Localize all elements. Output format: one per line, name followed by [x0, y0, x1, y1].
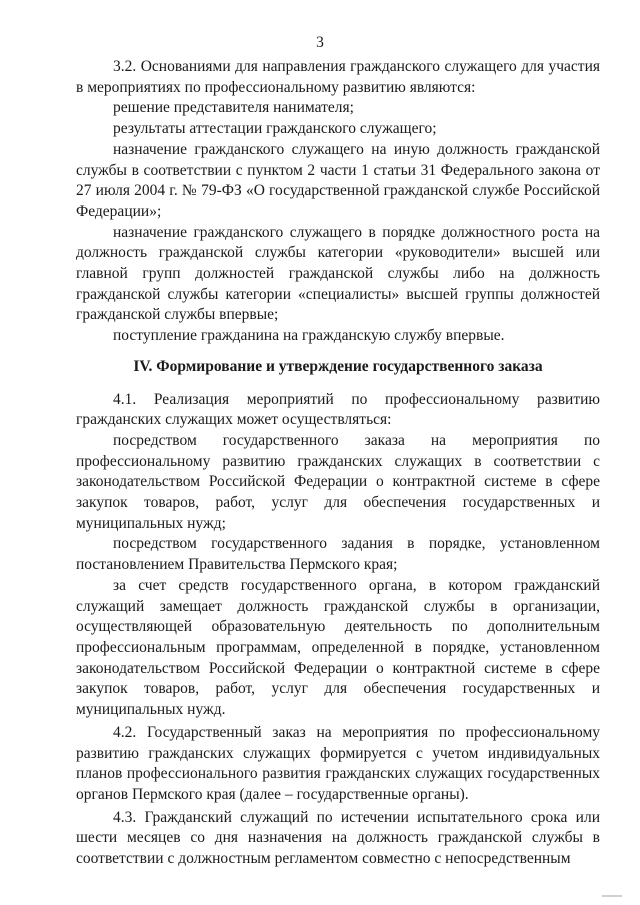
scan-mark: [602, 895, 622, 897]
paragraph-3-2: 3.2. Основаниями для направления гражданского служащего для участия в мероприятиях по профессиональному развитию являются:: [76, 58, 600, 96]
list-item-state-task: посредством государственного задания в порядке, установленном постановлением Правительства Пермского края;: [76, 535, 600, 574]
document-body: [76, 57, 600, 870]
section-heading-iv: IV. Формирование и утверждение государственного заказа: [133, 357, 543, 375]
page-number: 3: [316, 34, 324, 51]
list-item-first-entry: поступление гражданина на гражданскую службу впервые.: [113, 327, 505, 345]
list-item-state-order: посредством государственного заказа на мероприятия по профессиональному развитию гражданских служащих в соответствии с законодательством Российской Федерации о контрактной системе в сфере закупок товаров, работ, услуг для обеспечения государственных и муниципальных нужд;: [76, 431, 600, 532]
list-item-attestation-results: результаты аттестации гражданского служащего;: [113, 120, 437, 138]
paragraph-4-1: 4.1. Реализация мероприятий по профессиональному развитию гражданских служащих может осуществляться:: [76, 390, 600, 429]
list-item-other-position: назначение гражданского служащего на иную должность гражданской службы в соответствии с пунктом 2 части 1 статьи 31 Федерального закона от 27 июля 2004 г. № 79-ФЗ «О государственной гражданской службе Российской Федерации»;: [76, 140, 600, 220]
paragraph-4-3: 4.3. Гражданский служащий по истечении испытательного срока или шести месяцев со дня назначения на должность гражданской службы в соответствии с должностным регламентом совместно с непосредственным: [76, 808, 600, 868]
paragraph-4-2: 4.2. Государственный заказ на мероприятия по профессиональному развитию гражданских служащих формируется с учетом индивидуальных планов профессионального развития гражданских служащих государственных органов Пермского края (далее – государственные органы).: [76, 723, 600, 803]
list-item-career-growth: назначение гражданского служащего в порядке должностного роста на должность гражданской службы категории «руководители» высшей или главной групп должностей гражданской службы либо на должность гражданской службы категории «специалисты» высшей группы должностей гражданской службы впервые;: [76, 223, 600, 324]
list-item-employer-decision: решение представителя нанимателя;: [113, 99, 354, 117]
list-item-agency-funds: за счет средств государственного органа, в котором гражданский служащий замещает должность гражданской службы в организации, осуществляющей образовательную деятельность по дополнительным профессиональным программам, определенной в порядке, установленном законодательством Российской Федерации о контрактной системе в сфере закупок товаров, работ, услуг для обеспечения государственных и муниципальных нужд.: [76, 576, 600, 719]
